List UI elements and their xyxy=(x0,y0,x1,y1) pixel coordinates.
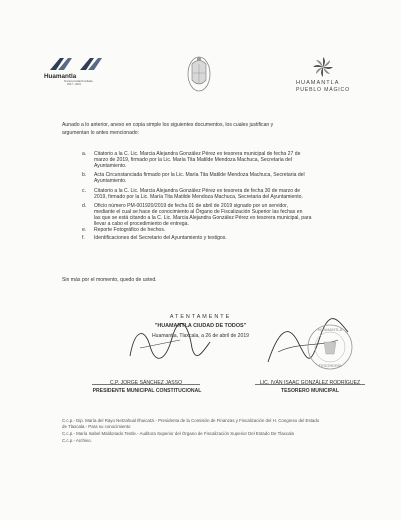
item-d-line-2: mediante el cual se hace de conocimiento al Órgano de Fiscalización Superior las fechas en xyxy=(94,209,303,215)
item-a-line-2: marzo de 2019, firmado por la Lic. María Tita Matilde Mendoza Machuca, Secretaria del xyxy=(94,157,292,163)
item-d-line-4: llevar a cabo el procedimiento de entrega. xyxy=(94,221,189,227)
motto: "HUAMANTLA CIUDAD DE TODOS" xyxy=(154,323,247,329)
item-d-line-3: las que se está citando a la C. Lic. Marcia Alejandra González Pérez ex tesorera municipal, para xyxy=(94,215,312,221)
svg-text:TESORERÍA: TESORERÍA xyxy=(318,363,342,368)
right-signer-name: LIC. IVÁN ISAAC GONZÁLEZ RODRÍGUEZ xyxy=(259,380,361,386)
logo-years: 2017 - 2021 xyxy=(67,83,81,86)
item-d-letter: d. xyxy=(82,203,87,209)
huamantla-logo xyxy=(42,56,112,88)
item-f-letter: f. xyxy=(82,235,85,241)
intro-line-1: Aunado a lo anterior, anexo en copia simple los siguientes documentos, los cuales justifican y xyxy=(62,122,274,128)
left-signer-title: PRESIDENTE MUNICIPAL CONSTITUCIONAL xyxy=(92,388,202,394)
item-d-line-1: Oficio número PM-001920/2019 de fecha 01 de abril de 2019 signado por un servidor, xyxy=(94,203,288,209)
logo-name: Huamantla xyxy=(44,73,77,80)
item-e-letter: e. xyxy=(82,227,87,233)
intro-line-2: argumentan lo antes mencionado: xyxy=(62,130,140,136)
huamantla-logo-graphic xyxy=(44,56,104,74)
item-a-line-3: Ayuntamiento. xyxy=(94,163,127,169)
item-b-line-1: Acta Circunstanciada firmado por la Lic. María Tita Matilde Mendoza Machuca, Secretaria del xyxy=(94,172,305,178)
cc-line-2: de Tlaxcala.- Para su conocimiento xyxy=(62,424,131,429)
right-signer-title: TESORERO MUNICIPAL xyxy=(281,388,339,394)
place-date: Huamantla, Tlaxcala, a 26 de abril de 2019 xyxy=(151,333,250,339)
salutation: ATENTAMENTE xyxy=(169,314,232,320)
municipal-crest-icon xyxy=(186,54,212,94)
item-f-line-1: Identificaciones del Secretario del Ayuntamiento y testigos. xyxy=(94,235,227,241)
item-b-letter: b. xyxy=(82,172,87,178)
closing-line: Sin más por el momento, quedo de usted. xyxy=(62,277,157,283)
pinwheel-icon xyxy=(312,56,334,78)
item-c-line-1: Citatorio a la C. Lic. Marcia Alejandra González Pérez ex tesorera de fecha 30 de marzo de xyxy=(94,188,301,194)
item-a-letter: a. xyxy=(82,151,87,157)
svg-text:HUAMANTLA: HUAMANTLA xyxy=(317,327,343,332)
cc-line-1: C.c.p.- Dip. María del Rayo Netzahual Ilhuicatzi.- Presidenta de la Comisión de Finanzas y Fiscalización del H. Congreso del Estado xyxy=(62,418,320,423)
cc-line-3: C.c.p.- María Isabel Maldonado Textle.- Auditora Superior del Órgano de Fiscalización Superior Del Estado De Tlaxcala xyxy=(62,431,294,436)
item-c-line-2: 2019, firmado por la Lic. María Tita Matilde Mendoza Machuca, Secretaria del Ayuntamiento. xyxy=(94,194,303,200)
item-c-letter: c. xyxy=(82,188,86,194)
item-e-line-1: Reporte Fotográfico de hechos. xyxy=(94,227,166,233)
tesoreria-seal xyxy=(305,322,355,372)
item-b-line-2: Ayuntamiento. xyxy=(94,178,127,184)
item-a-line-1: Citatorio a la C. Lic. Marcia Alejandra González Pérez ex tesorera municipal de fecha 27 de xyxy=(94,151,301,157)
signature-left xyxy=(110,318,230,368)
left-signer-name: C.P. JORGE SÁNCHEZ JASSO xyxy=(109,380,183,386)
cc-line-4: C.c.p.- Archivo. xyxy=(62,438,92,443)
pueblo-magico-logo xyxy=(290,56,360,96)
pueblo-magico-line2: PUEBLO MÁGICO xyxy=(296,87,350,93)
logo-tagline: Tercera Ciudad Fundada xyxy=(64,80,93,83)
pueblo-magico-line1: HUAMANTLA xyxy=(296,80,340,86)
